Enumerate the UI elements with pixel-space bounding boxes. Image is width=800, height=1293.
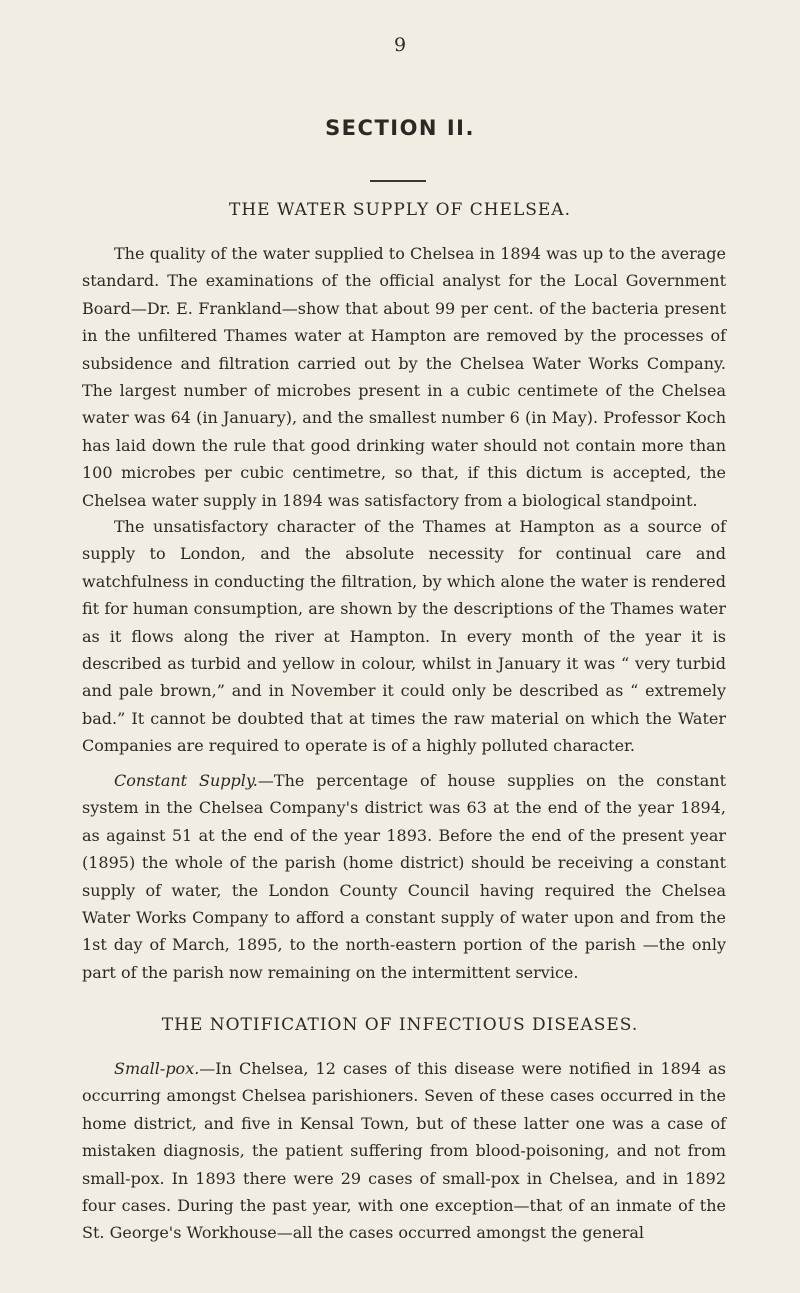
constant-supply-paragraph bbox=[82, 767, 726, 986]
infectious-diseases-heading: THE NOTIFICATION OF INFECTIOUS DISEASES. bbox=[161, 1015, 639, 1035]
water-quality-paragraph: The quality of the water supplied to Chelsea in 1894 was up to the average standard. The examinations of the official analyst for the Local Government Board—Dr. E. Frankland—show that about 99 per cent. of the bacteria present in the unfiltered Thames water at Hampton are removed by the processes of subsidence and filtration carried out by the Chelsea Water Works Company. The largest number of microbes present in a cubic centimete of the Chelsea water was 64 (in January), and the smallest number 6 (in May). Professor Koch has laid down the rule that good drinking water should not contain more than 100 microbes per cubic centimetre, so that, if this dictum is accepted, the Chelsea water supply in 1894 was satisfactory from a biological standpoint. bbox=[82, 244, 726, 510]
constant-supply-text: —The percentage of house supplies on the constant system in the Chelsea Company's district was 63 at the end of the year 1894, as against 51 at the end of the year 1893. Before the end of the present year (1895) the whole of the parish (home district) should be receiving a constant supply of water, the London County Council having required the Chelsea Water Works Company to afford a constant supply of water upon and from the 1st day of March, 1895, to the north-eastern portion of the parish —the only part of the parish now remaining on the intermittent service. bbox=[82, 771, 727, 982]
section-heading: SECTION II. bbox=[325, 116, 475, 140]
water-supply-heading: THE WATER SUPPLY OF CHELSEA. bbox=[229, 200, 571, 220]
constant-supply-run-in: Constant Supply. bbox=[114, 771, 258, 790]
page-number: 9 bbox=[393, 34, 407, 56]
small-pox-text: —In Chelsea, 12 cases of this disease were notified in 1894 as occurring amongst Chelsea parishioners. Seven of these cases occurred in the home district, and five in Kensal Town, but of these latter one was a case of mistaken diagnosis, the patient suffering from blood-poisoning, and not from small-pox. In 1893 there were 29 cases of small-pox in Chelsea, and in 1892 four cases. During the past year, with one exception—that of an inmate of the St. George's Workhouse—all the cases occurred amongst the general bbox=[82, 1059, 726, 1243]
small-pox-run-in: Small-pox. bbox=[114, 1059, 200, 1078]
small-pox-paragraph bbox=[82, 1055, 726, 1247]
thames-character-paragraph: The unsatisfactory character of the Thames at Hampton as a source of supply to London, and the absolute necessity for continual care and watchfulness in conducting the filtration, by which alone the water is rendered fit for human consumption, are shown by the descriptions of the Thames water as it flows along the river at Hampton. In every month of the year it is described as turbid and yellow in colour, whilst in January it was “ very turbid and pale brown,” and in November it could only be described as “ extremely bad.” It cannot be doubted that at times the raw material on which the Water Companies are required to operate is of a highly polluted character. bbox=[82, 517, 726, 756]
heading-rule bbox=[370, 180, 426, 182]
